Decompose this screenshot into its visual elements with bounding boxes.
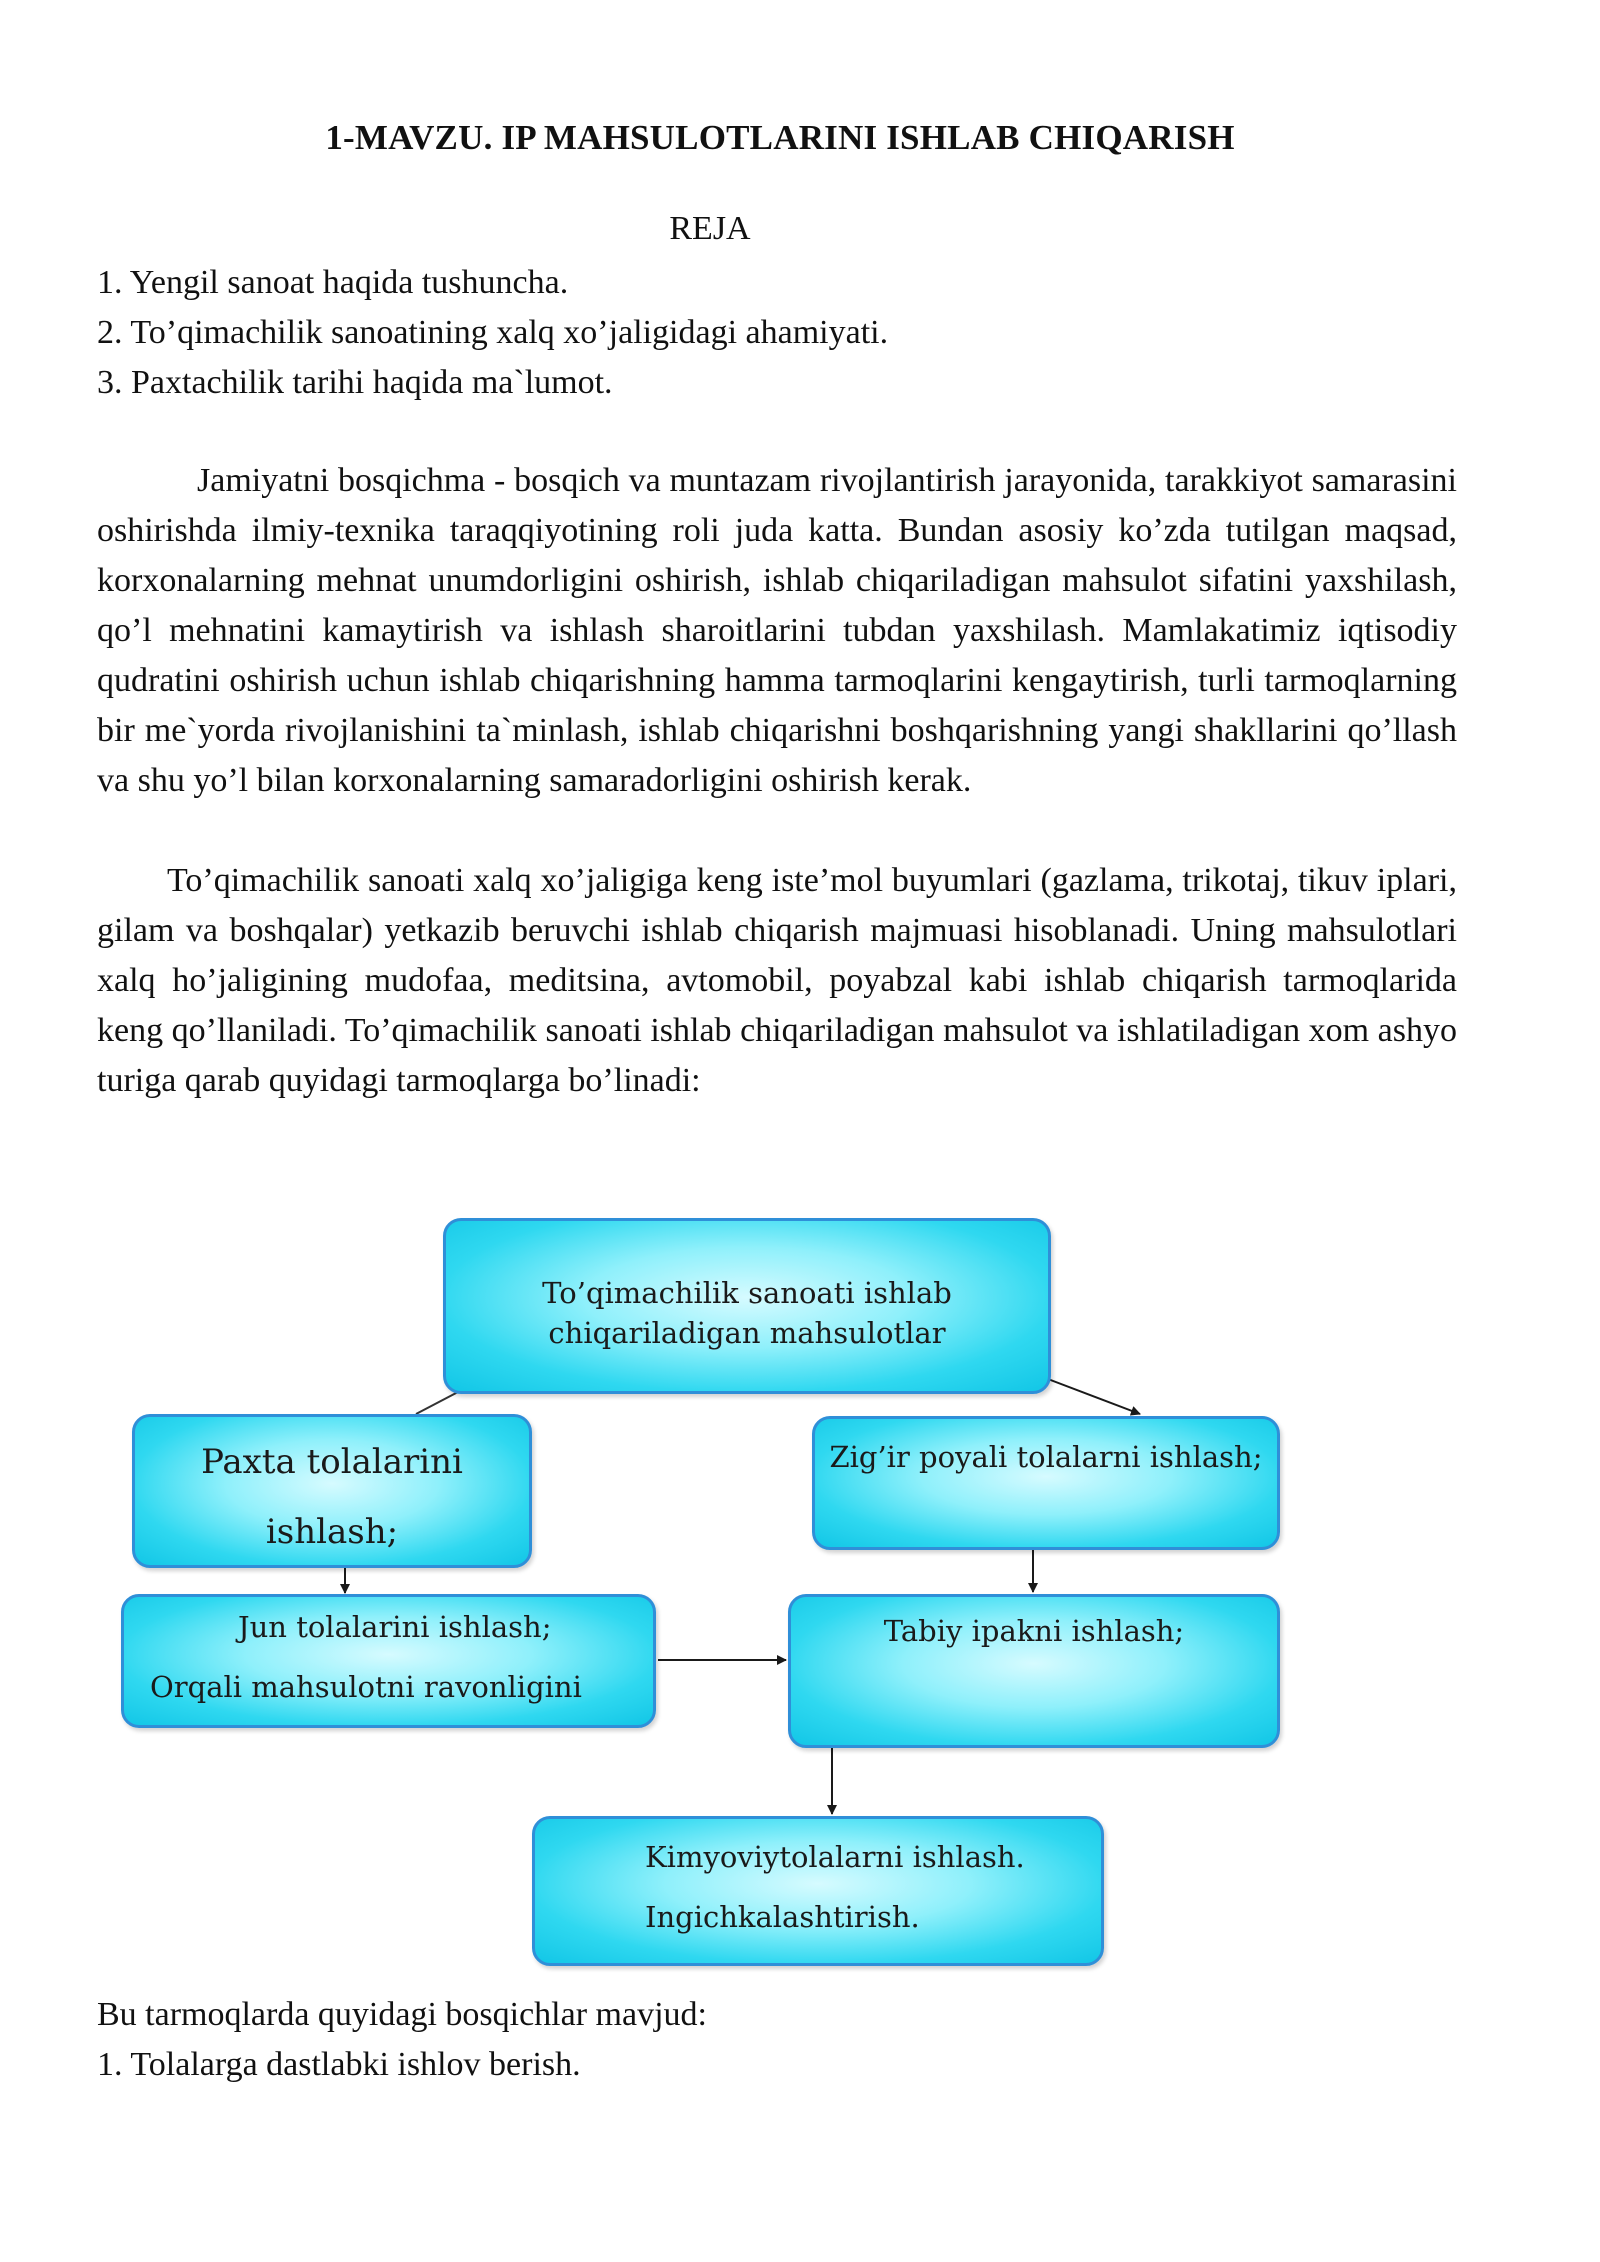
node-root-line1: To’qimachilik sanoati ishlab	[542, 1276, 952, 1310]
body-paragraph: To’qimachilik sanoati xalq xo’jaligiga keng iste’mol buyumlari (gazlama, trikotaj, tikuv iplari, gilam va boshqalar) yetkazib beruvchi ishlab chiqarish majmuasi hisoblanadi. Uning mahsulotlari xalq ho’jaligining mudofaa, meditsina, avtomobil, poyabzal kabi ishlab chiqarish tarmoqlarida keng qo’llaniladi. To’qimachilik sanoati ishlab chiqariladigan mahsulot va ishlatiladigan xom ashyo turiga qarab quyidagi tarmoqlarga bo’linadi:	[97, 862, 1457, 1099]
plan-list	[97, 258, 888, 408]
diagram-node-root	[443, 1218, 1051, 1394]
node-silk-line1: Tabiy ipakni ishlash;	[883, 1614, 1185, 1648]
plan-item: 2. To’qimachilik sanoatining xalq xo’jaligidagi ahamiyati.	[97, 314, 889, 351]
diagram-node-wool	[121, 1594, 656, 1728]
body-paragraph: Jamiyatni bosqichma - bosqich va muntazam rivojlantirish jarayonida, tarakkiyot samarasini oshirishda ilmiy-texnika taraqqiyotining roli juda katta. Bundan asosiy ko’zda tutilgan maqsad, korxonalarning mehnat unumdorligini oshirish, ishlab chiqariladigan mahsulot sifatini yaxshilash, qo’l mehnatini kamaytirish va ishlash sharoitlarini tubdan yaxshilash. Mamlakatimiz iqtisodiy qudratini oshirish uchun ishlab chiqarishning hamma tarmoqlarini kengaytirish, turli tarmoqlarning bir me`yorda rivojlanishini ta`minlash, ishlab chiqarishni boshqarishning yangi shakllarini qo’llash va shu yo’l bilan korxonalarning samaradorligini oshirish kerak.	[97, 462, 1457, 799]
node-flax-line1: Zig’ir poyali tolalarni ishlash;	[829, 1440, 1263, 1474]
node-chemical-line2: Ingichkalashtirish.	[645, 1900, 920, 1934]
node-wool-line2: Orqali mahsulotni ravonligini	[150, 1670, 582, 1704]
node-root-line2: chiqariladigan mahsulotlar	[548, 1316, 946, 1350]
page-title: 1-MAVZU. IP MAHSULOTLARINI ISHLAB CHIQARISH	[325, 118, 1235, 157]
diagram-node-flax	[812, 1416, 1280, 1550]
plan-item: 1. Yengil sanoat haqida tushuncha.	[97, 264, 569, 301]
node-chemical-line1: Kimyoviytolalarni ishlash.	[645, 1840, 1025, 1874]
node-cotton-line1: Paxta tolalarini	[201, 1442, 463, 1482]
node-cotton-line2: ishlash;	[265, 1512, 399, 1552]
node-wool-line1: Jun tolalarini ishlash;	[238, 1610, 552, 1644]
connector-root-flax	[1040, 1376, 1140, 1414]
stages-intro: Bu tarmoqlarda quyidagi bosqichlar mavjud:	[97, 1996, 707, 2033]
diagram-node-cotton	[132, 1414, 532, 1568]
stage-item: 1. Tolalarga dastlabki ishlov berish.	[97, 2046, 581, 2083]
diagram-node-silk	[788, 1594, 1280, 1748]
plan-item: 3. Paxtachilik tarihi haqida ma`lumot.	[97, 364, 613, 401]
connector-root-cotton	[416, 1392, 458, 1414]
plan-heading: REJA	[669, 210, 751, 247]
diagram-node-chemical	[532, 1816, 1104, 1966]
